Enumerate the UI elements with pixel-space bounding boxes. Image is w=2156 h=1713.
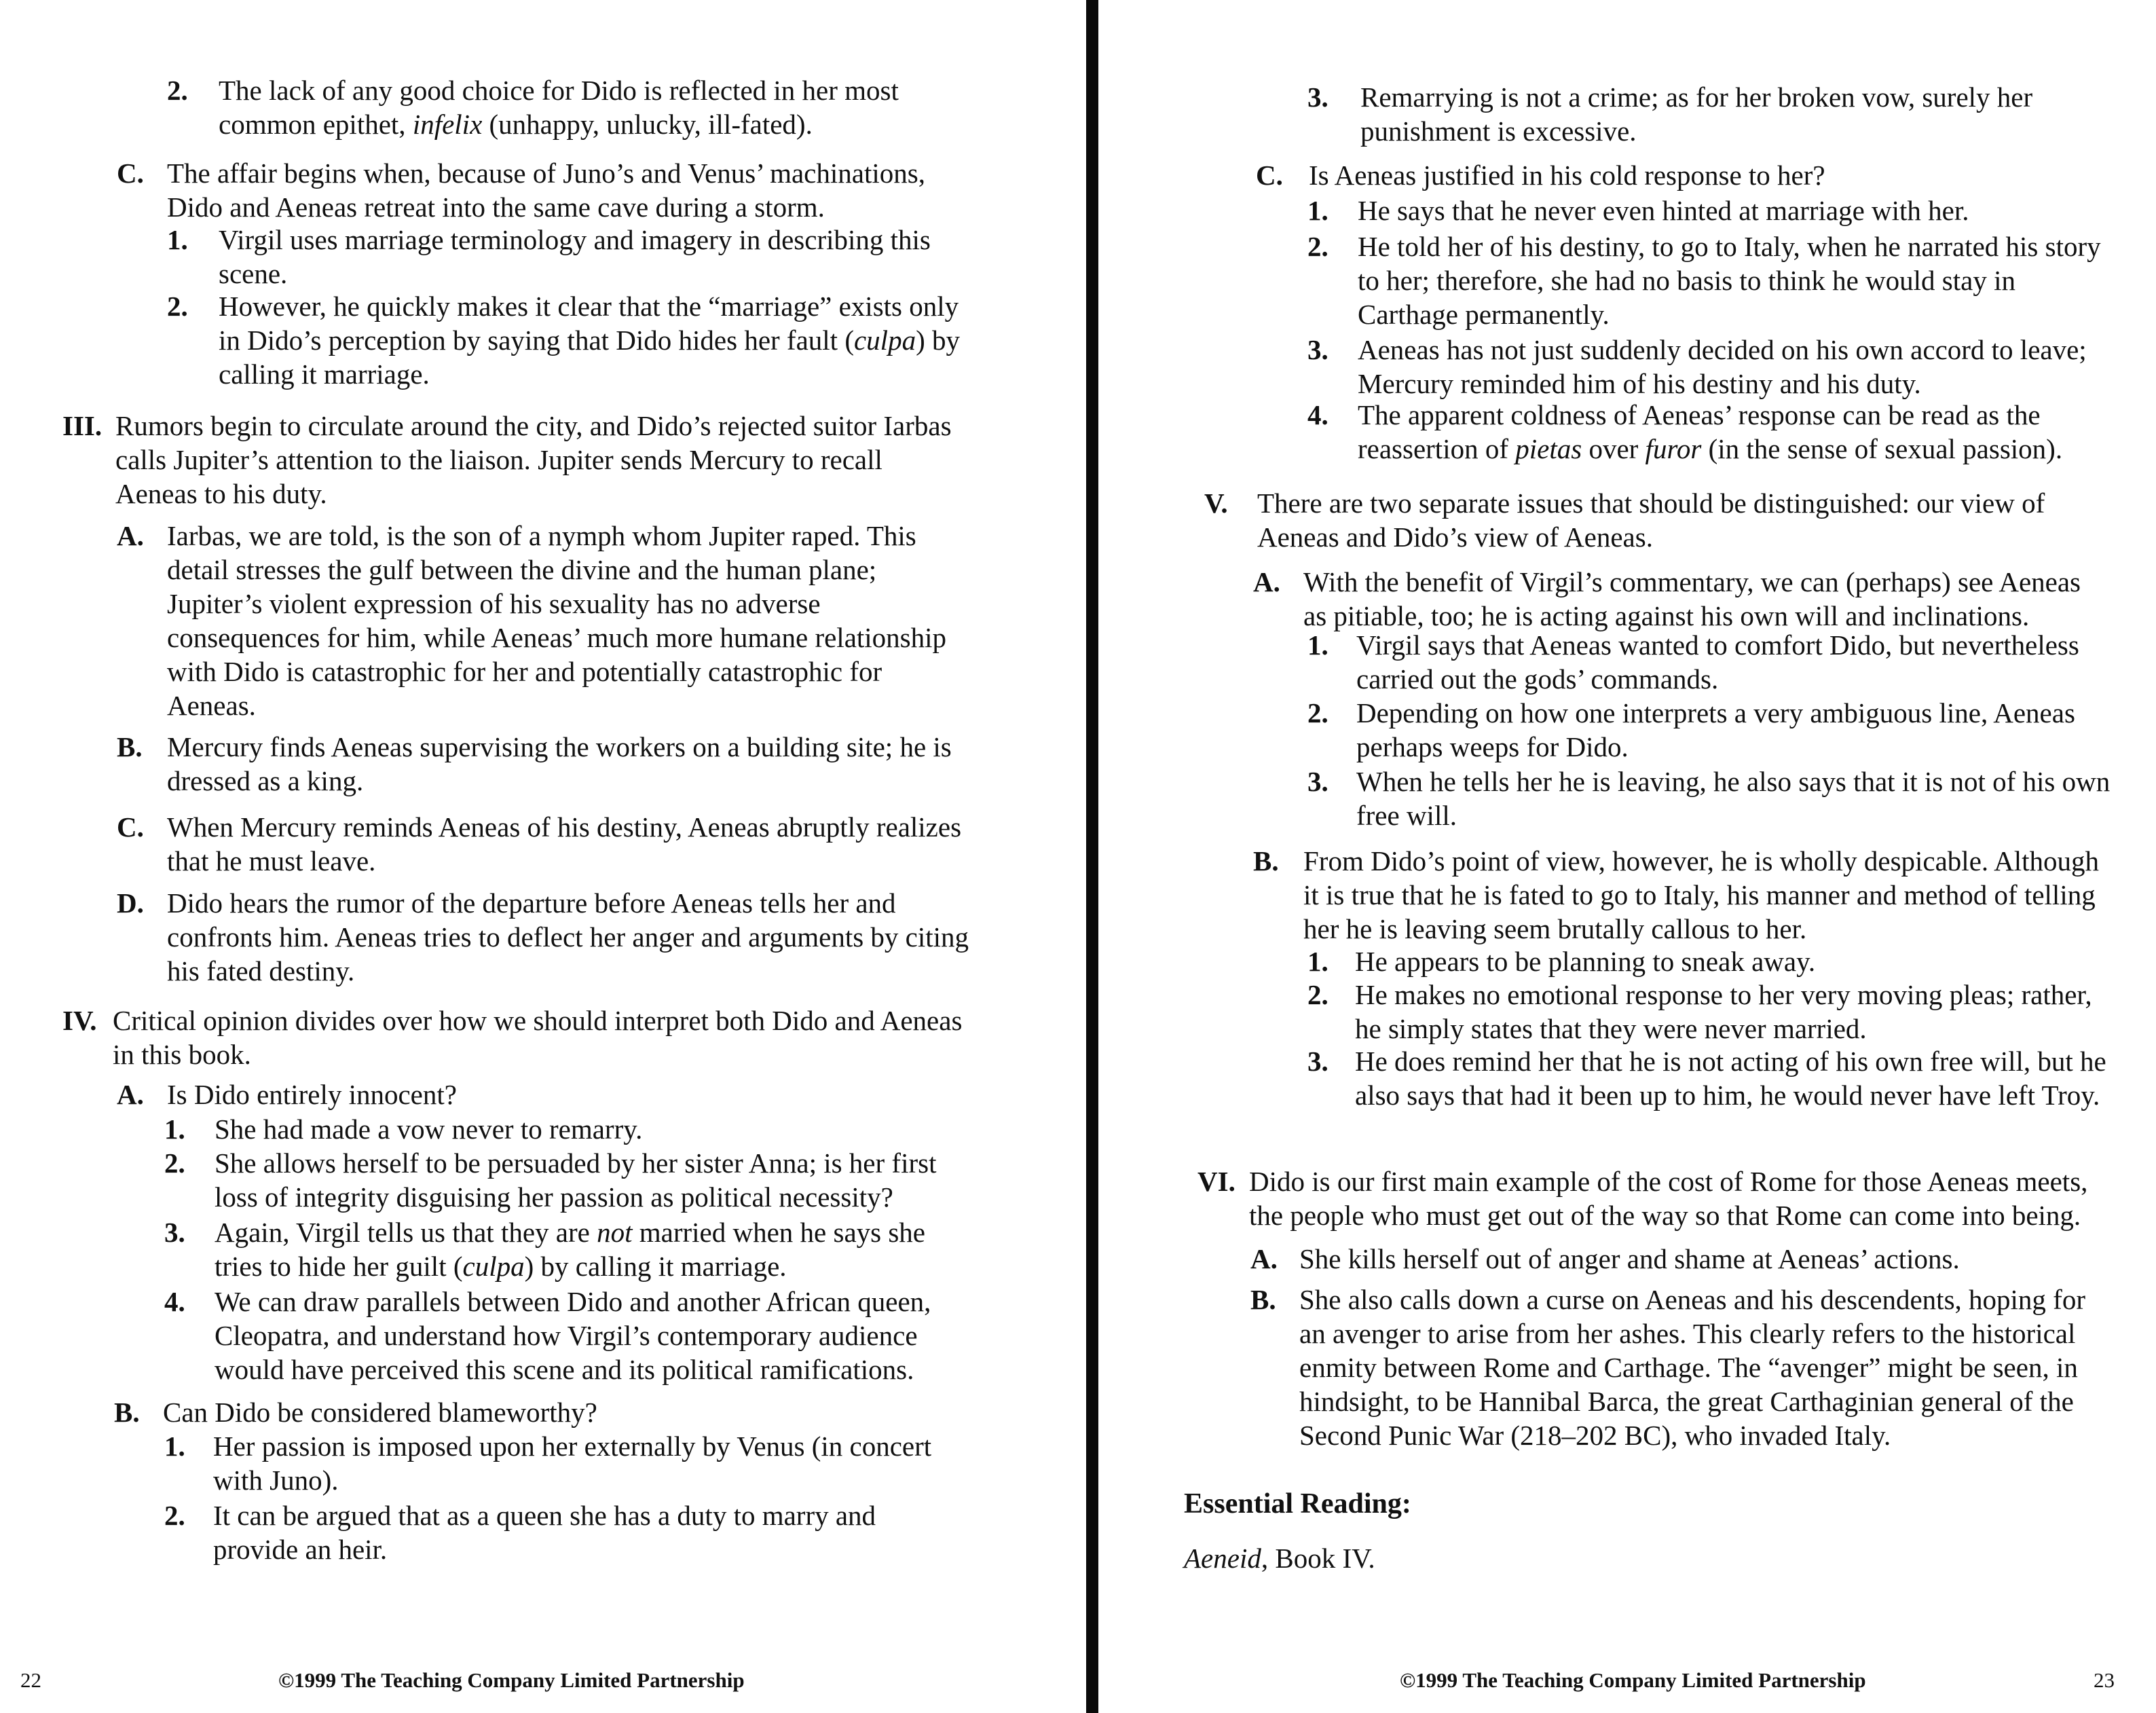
outline-text-line: her he is leaving seem brutally callous to her. (1303, 913, 1807, 944)
right-page (1111, 0, 2156, 1713)
outline-text-line: He does remind her that he is not acting of his own free will, but he (1355, 1046, 2106, 1077)
outline-marker: C. (117, 811, 144, 843)
outline-marker: IV. (62, 1005, 97, 1036)
outline-text-line: Aeneas has not just suddenly decided on his own accord to leave; (1358, 334, 2087, 365)
outline-text-line: She also calls down a curse on Aeneas and his descendents, hoping for (1299, 1284, 2085, 1315)
outline-text-line: detail stresses the gulf between the divine and the human plane; (167, 554, 877, 585)
outline-text-line: Mercury reminded him of his destiny and his duty. (1358, 368, 1921, 399)
outline-text-line: consequences for him, while Aeneas’ much more humane relationship (167, 622, 947, 653)
outline-marker: 2. (1307, 231, 1328, 262)
outline-text-line: he simply states that they were never married. (1355, 1013, 1867, 1044)
outline-text-line: We can draw parallels between Dido and another African queen, (215, 1286, 931, 1317)
outline-marker: B. (117, 731, 143, 762)
book-spine (1086, 0, 1098, 1713)
outline-text-line: The apparent coldness of Aeneas’ response can be read as the (1358, 399, 2041, 430)
outline-text-line: to her; therefore, she had no basis to think he would stay in (1358, 265, 2015, 296)
outline-marker: 2. (167, 75, 188, 106)
outline-text-line: calls Jupiter’s attention to the liaison. Jupiter sends Mercury to recall (115, 444, 882, 475)
outline-marker: 2. (164, 1147, 185, 1179)
outline-text-line: perhaps weeps for Dido. (1356, 731, 1629, 762)
outline-text-line: confronts him. Aeneas tries to deflect her anger and arguments by citing (167, 921, 969, 953)
outline-marker: 1. (167, 224, 188, 255)
outline-text-line: Aeneas to his duty. (115, 478, 327, 509)
outline-text-line: the people who must get out of the way so that Rome can come into being. (1249, 1200, 2081, 1231)
outline-marker: C. (117, 158, 144, 189)
outline-text-line: Remarrying is not a crime; as for her broken vow, surely her (1360, 81, 2033, 113)
outline-text-line: his fated destiny. (167, 955, 355, 987)
outline-marker: C. (1256, 160, 1283, 191)
outline-text-line: punishment is excessive. (1360, 115, 1637, 147)
outline-text-line: scene. (219, 258, 288, 289)
outline-text-line: Her passion is imposed upon her externally by Venus (in concert (213, 1431, 932, 1462)
outline-text-line: Second Punic War (218–202 BC), who invaded Italy. (1299, 1420, 1891, 1451)
outline-text-line: Critical opinion divides over how we should interpret both Dido and Aeneas (113, 1005, 963, 1036)
outline-marker: 1. (1307, 629, 1328, 661)
outline-text-line: Dido and Aeneas retreat into the same cave during a storm. (167, 191, 825, 223)
outline-text-line: with Juno). (213, 1465, 339, 1496)
outline-marker: 2. (1307, 697, 1328, 729)
outline-text-line: as pitiable, too; he is acting against his own will and inclinations. (1303, 600, 2030, 631)
outline-text-line: dressed as a king. (167, 765, 364, 796)
outline-marker: B. (1253, 845, 1279, 877)
outline-text-line: calling it marriage. (219, 358, 430, 390)
outline-marker: 4. (1307, 399, 1328, 430)
outline-text-line: would have perceived this scene and its political ramifications. (215, 1354, 914, 1385)
outline-text-line: carried out the gods’ commands. (1356, 663, 1719, 695)
outline-marker: 3. (1307, 334, 1328, 365)
outline-text-line: tries to hide her guilt (culpa) by calling it marriage. (215, 1251, 787, 1282)
outline-text-line: However, he quickly makes it clear that the “marriage” exists only (219, 291, 959, 322)
outline-marker: III. (62, 410, 103, 441)
outline-marker: 1. (164, 1113, 185, 1145)
outline-text-line: He appears to be planning to sneak away. (1355, 946, 1816, 977)
outline-text-line: Rumors begin to circulate around the city, and Dido’s rejected suitor Iarbas (115, 410, 952, 441)
outline-text-line: From Dido’s point of view, however, he is wholly despicable. Although (1303, 845, 2100, 877)
outline-text-line: Dido hears the rumor of the departure before Aeneas tells her and (167, 887, 896, 919)
outline-marker: B. (114, 1397, 140, 1428)
essential-reading-heading: Essential Reading: (1184, 1488, 1411, 1519)
outline-text-line: provide an heir. (213, 1534, 388, 1565)
outline-text-line: The lack of any good choice for Dido is reflected in her most (219, 75, 899, 106)
essential-reading-text: Aeneid, Book IV. (1184, 1543, 1375, 1574)
outline-text-line: There are two separate issues that should be distinguished: our view of (1257, 487, 2045, 519)
outline-text-line: Cleopatra, and understand how Virgil’s contemporary audience (215, 1320, 918, 1351)
outline-text-line: With the benefit of Virgil’s commentary, we can (perhaps) see Aeneas (1303, 566, 2081, 597)
outline-marker: 1. (164, 1431, 185, 1462)
outline-text-line: She had made a vow never to remarry. (215, 1113, 643, 1145)
outline-text-line: in Dido’s perception by saying that Dido hides her fault (culpa) by (219, 325, 960, 356)
outline-text-line: He makes no emotional response to her very moving pleas; rather, (1355, 979, 2092, 1010)
outline-marker: 2. (164, 1500, 185, 1531)
outline-text-line: free will. (1356, 800, 1457, 831)
outline-text-line: Dido is our first main example of the cost of Rome for those Aeneas meets, (1249, 1166, 2088, 1197)
outline-text-line: in this book. (113, 1039, 251, 1070)
outline-text-line: Again, Virgil tells us that they are not married when he says she (215, 1217, 926, 1248)
outline-marker: 2. (167, 291, 188, 322)
page-number: 23 (2094, 1668, 2115, 1692)
outline-marker: A. (117, 1079, 144, 1110)
page-number: 22 (20, 1668, 41, 1692)
outline-text-line: hindsight, to be Hannibal Barca, the great Carthaginian general of the (1299, 1386, 2074, 1417)
outline-marker: 4. (164, 1286, 185, 1317)
outline-text-line: loss of integrity disguising her passion as political necessity? (215, 1181, 893, 1213)
outline-text-line: Jupiter’s violent expression of his sexuality has no adverse (167, 588, 821, 619)
footer-copyright: ©1999 The Teaching Company Limited Partnership (1400, 1668, 1866, 1692)
outline-marker: 3. (1307, 81, 1328, 113)
outline-text-line: It can be argued that as a queen she has a duty to marry and (213, 1500, 876, 1531)
outline-text-line: Iarbas, we are told, is the son of a nymph whom Jupiter raped. This (167, 520, 916, 551)
outline-marker: 3. (1307, 766, 1328, 797)
outline-marker: 1. (1307, 946, 1328, 977)
outline-text-line: He told her of his destiny, to go to Italy, when he narrated his story (1358, 231, 2101, 262)
outline-text-line: When he tells her he is leaving, he also says that it is not of his own (1356, 766, 2111, 797)
outline-text-line: Aeneas. (167, 690, 256, 721)
outline-marker: 2. (1307, 979, 1328, 1010)
outline-text-line: that he must leave. (167, 845, 376, 877)
outline-text-line: Can Dido be considered blameworthy? (163, 1397, 597, 1428)
outline-text-line: reassertion of pietas over furor (in the sense of sexual passion). (1358, 433, 2063, 464)
outline-text-line: an avenger to arise from her ashes. This clearly refers to the historical (1299, 1318, 2076, 1349)
outline-text-line: Virgil says that Aeneas wanted to comfort Dido, but nevertheless (1356, 629, 2079, 661)
outline-text-line: Aeneas and Dido’s view of Aeneas. (1257, 521, 1653, 553)
outline-text-line: enmity between Rome and Carthage. The “avenger” might be seen, in (1299, 1352, 2078, 1383)
outline-marker: 3. (1307, 1046, 1328, 1077)
outline-marker: A. (1253, 566, 1280, 597)
outline-text-line: with Dido is catastrophic for her and potentially catastrophic for (167, 656, 882, 687)
outline-text-line: She kills herself out of anger and shame at Aeneas’ actions. (1299, 1243, 1960, 1274)
outline-marker: V. (1204, 487, 1228, 519)
outline-text-line: Carthage permanently. (1358, 299, 1610, 330)
outline-marker: A. (117, 520, 144, 551)
outline-marker: A. (1250, 1243, 1278, 1274)
outline-marker: VI. (1197, 1166, 1235, 1197)
outline-text-line: Depending on how one interprets a very ambiguous line, Aeneas (1356, 697, 2075, 729)
outline-text-line: Is Aeneas justified in his cold response to her? (1309, 160, 1825, 191)
outline-text-line: She allows herself to be persuaded by her sister Anna; is her first (215, 1147, 937, 1179)
outline-marker: B. (1250, 1284, 1276, 1315)
outline-marker: D. (117, 887, 144, 919)
outline-text-line: The affair begins when, because of Juno’s and Venus’ machinations, (167, 158, 925, 189)
outline-marker: 1. (1307, 195, 1328, 226)
outline-text-line: Is Dido entirely innocent? (167, 1079, 457, 1110)
outline-text-line: When Mercury reminds Aeneas of his destiny, Aeneas abruptly realizes (167, 811, 962, 843)
footer-copyright: ©1999 The Teaching Company Limited Partnership (278, 1668, 745, 1692)
outline-text-line: also says that had it been up to him, he would never have left Troy. (1355, 1080, 2100, 1111)
outline-text-line: He says that he never even hinted at marriage with her. (1358, 195, 1969, 226)
outline-text-line: Mercury finds Aeneas supervising the workers on a building site; he is (167, 731, 952, 762)
outline-text-line: common epithet, infelix (unhappy, unlucky, ill-fated). (219, 109, 813, 140)
outline-marker: 3. (164, 1217, 185, 1248)
outline-text-line: it is true that he is fated to go to Italy, his manner and method of telling (1303, 879, 2096, 910)
outline-text-line: Virgil uses marriage terminology and imagery in describing this (219, 224, 931, 255)
